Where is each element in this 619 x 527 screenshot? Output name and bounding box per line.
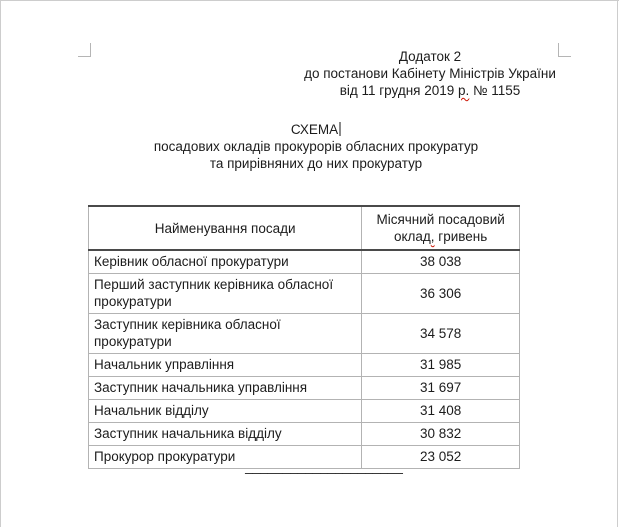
header-salary-spellcheck: , <box>430 229 435 244</box>
header-salary[interactable] <box>362 206 520 250</box>
page-edge-left <box>0 0 1 527</box>
table-row <box>89 274 520 314</box>
salary-cell[interactable]: 31 697 <box>362 377 520 400</box>
position-cell[interactable]: Перший заступник керівника обласної прокуратури <box>89 274 362 314</box>
table-row <box>89 250 520 274</box>
header-salary-line2 <box>368 228 513 245</box>
salary-cell[interactable]: 38 038 <box>362 250 520 274</box>
header-salary-pre: оклад <box>393 229 431 244</box>
title-line-3[interactable]: та прирівняних до них прокуратур <box>209 156 423 171</box>
salary-cell[interactable]: 30 832 <box>362 423 520 446</box>
annex-line-3[interactable] <box>300 82 560 99</box>
page-edge-right <box>617 0 618 527</box>
table-row <box>89 377 520 400</box>
table-row <box>89 354 520 377</box>
document-title[interactable] <box>96 121 536 172</box>
annex-date-suffix: № 1155 <box>469 83 521 98</box>
margin-corner-mark-left-icon <box>78 43 91 57</box>
salary-cell[interactable]: 34 578 <box>362 314 520 354</box>
annex-date-spellcheck: р. <box>458 83 470 98</box>
page-edge-top <box>0 0 619 1</box>
position-cell[interactable]: Начальник відділу <box>89 400 362 423</box>
table-row <box>89 314 520 354</box>
position-cell[interactable]: Заступник керівника обласної прокуратури <box>89 314 362 354</box>
header-position[interactable]: Найменування посади <box>89 206 362 250</box>
salary-cell[interactable]: 23 052 <box>362 446 520 469</box>
position-cell[interactable]: Керівник обласної прокуратури <box>89 250 362 274</box>
title-text: СХЕМА <box>290 122 339 137</box>
salary-cell[interactable]: 31 985 <box>362 354 520 377</box>
header-salary-post: гривень <box>434 229 488 244</box>
annex-heading[interactable] <box>300 48 560 99</box>
text-cursor <box>339 122 341 136</box>
annex-line-2[interactable]: до постанови Кабінету Міністрів України <box>304 66 556 81</box>
signature-underscore-line[interactable]: _____________________ <box>245 459 403 474</box>
table-header-row <box>89 206 520 250</box>
salary-table[interactable] <box>88 205 520 469</box>
header-salary-line1: Місячний посадовий <box>376 212 505 227</box>
position-cell[interactable]: Заступник начальника управління <box>89 377 362 400</box>
annex-date-prefix: від 11 грудня 2019 <box>339 83 459 98</box>
title-line-1[interactable] <box>96 121 536 138</box>
position-cell[interactable]: Начальник управління <box>89 354 362 377</box>
title-line-2[interactable]: посадових окладів прокурорів обласних прокуратур <box>153 139 479 154</box>
salary-cell[interactable]: 31 408 <box>362 400 520 423</box>
position-cell[interactable]: Заступник начальника відділу <box>89 423 362 446</box>
salary-cell[interactable]: 36 306 <box>362 274 520 314</box>
position-cell[interactable]: Прокурор прокуратури <box>89 446 362 469</box>
annex-line-1[interactable]: Додаток 2 <box>398 49 462 64</box>
table-row <box>89 423 520 446</box>
table-row <box>89 400 520 423</box>
